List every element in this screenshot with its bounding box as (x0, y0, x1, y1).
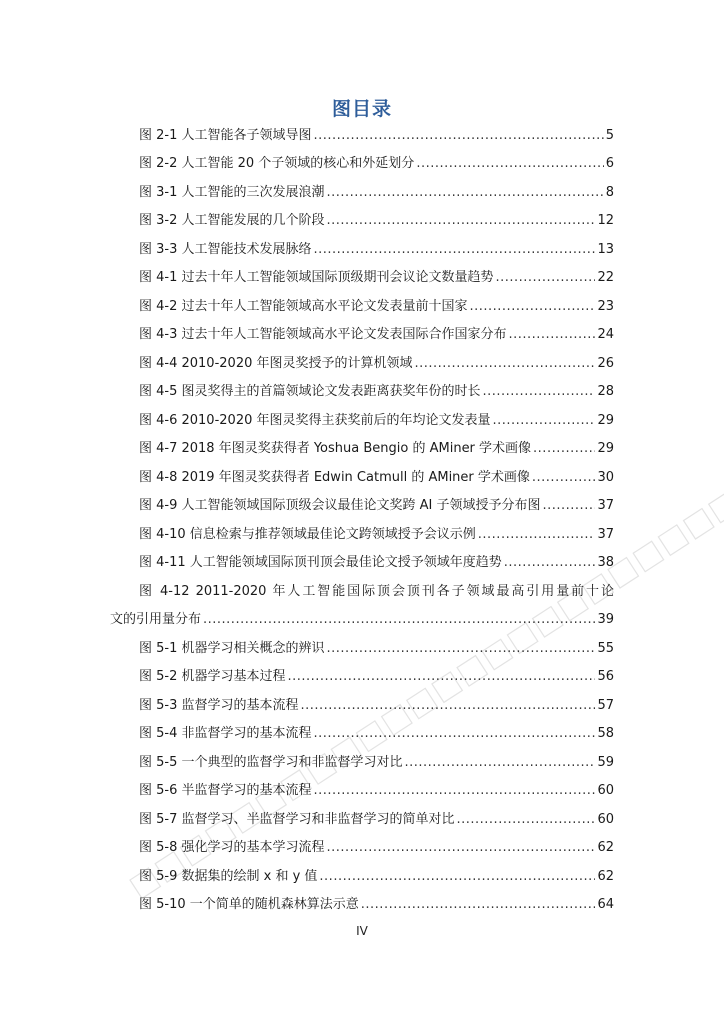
entry-page: 37 (597, 527, 614, 542)
dot-leader (361, 893, 596, 917)
toc-entry[interactable] (0, 181, 724, 205)
entry-page: 26 (597, 356, 614, 371)
entry-label: 图 5-4 非监督学习的基本流程 (139, 726, 312, 741)
entry-label: 图 4-11 人工智能领域国际顶刊顶会最佳论文授予领域年度趋势 (139, 555, 502, 570)
entry-page: 24 (597, 327, 614, 342)
dot-leader (496, 266, 596, 290)
page-title: 图目录 (331, 98, 392, 120)
dot-leader (470, 295, 596, 319)
toc-entry[interactable] (0, 352, 724, 376)
toc-entry[interactable] (0, 637, 724, 661)
entry-label: 图 5-10 一个简单的随机森林算法示意 (139, 897, 359, 912)
toc-entry[interactable] (0, 779, 724, 803)
toc-entry-wrapped-line2[interactable] (0, 608, 724, 632)
entry-label: 图 4-1 过去十年人工智能领域国际顶级期刊会议论文数量趋势 (139, 270, 494, 285)
toc-entry[interactable] (0, 437, 724, 461)
dot-leader (314, 779, 596, 803)
entry-label: 图 3-2 人工智能发展的几个阶段 (139, 213, 325, 228)
entry-label: 图 5-2 机器学习基本过程 (139, 669, 286, 684)
entry-page: 38 (597, 555, 614, 570)
entry-label: 图 5-9 数据集的绘制 x 和 y 值 (139, 869, 318, 884)
entry-page: 29 (597, 441, 614, 456)
dot-leader (533, 437, 595, 461)
toc-entry[interactable] (0, 409, 724, 433)
entry-page: 23 (597, 299, 614, 314)
toc-entry[interactable] (0, 694, 724, 718)
toc-entry[interactable] (0, 722, 724, 746)
entry-label: 图 5-5 一个典型的监督学习和非监督学习对比 (139, 755, 403, 770)
entry-page: 56 (597, 669, 614, 684)
page-number-footer: IV (356, 924, 368, 938)
entry-label: 图 4-5 图灵奖得主的首篇领域论文发表距离获奖年份的时长 (139, 384, 481, 399)
entry-page: 8 (605, 185, 614, 200)
entry-label: 图 4-4 2010-2020 年图灵奖授予的计算机领域 (139, 356, 413, 371)
dot-leader (314, 238, 596, 262)
dot-leader (483, 380, 596, 404)
toc-entry[interactable] (0, 551, 724, 575)
entry-label: 图 4-12 2011-2020 年人工智能国际顶会顶刊各子领域最高引用量前十论 (139, 584, 614, 599)
entry-label: 图 2-2 人工智能 20 个子领域的核心和外延划分 (139, 156, 415, 171)
toc-entry[interactable] (0, 466, 724, 490)
dot-leader (493, 409, 596, 433)
entry-label: 图 4-6 2010-2020 年图灵奖得主获奖前后的年均论文发表量 (139, 413, 491, 428)
entry-label: 图 4-10 信息检索与推荐领域最佳论文跨领域授予会议示例 (139, 527, 476, 542)
toc-entry[interactable] (0, 323, 724, 347)
entry-page: 37 (597, 498, 614, 513)
entry-page: 60 (597, 812, 614, 827)
dot-leader (314, 124, 604, 148)
entry-label: 图 5-7 监督学习、半监督学习和非监督学习的简单对比 (139, 812, 455, 827)
toc-entry[interactable] (0, 665, 724, 689)
dot-leader (405, 751, 596, 775)
toc-entry[interactable] (0, 836, 724, 860)
toc-entry[interactable] (0, 238, 724, 262)
dot-leader (314, 722, 596, 746)
toc-entry[interactable] (0, 865, 724, 889)
entry-label: 图 5-1 机器学习相关概念的辨识 (139, 641, 325, 656)
entry-page: 62 (597, 840, 614, 855)
dot-leader (301, 694, 596, 718)
toc-entry[interactable] (0, 124, 724, 148)
entry-label: 图 3-3 人工智能技术发展脉络 (139, 242, 312, 257)
entry-page: 30 (597, 470, 614, 485)
entry-label: 图 4-7 2018 年图灵奖获得者 Yoshua Bengio 的 AMiner 学术画像 (139, 441, 532, 456)
dot-leader (327, 209, 596, 233)
entry-label: 图 5-6 半监督学习的基本流程 (139, 783, 312, 798)
entry-label: 图 2-1 人工智能各子领域导图 (139, 128, 312, 143)
dot-leader (415, 352, 596, 376)
entry-page: 29 (597, 413, 614, 428)
dot-leader (504, 551, 596, 575)
toc-entry[interactable] (0, 380, 724, 404)
entry-label: 图 5-3 监督学习的基本流程 (139, 698, 299, 713)
entry-page: 13 (597, 242, 614, 257)
toc-entry[interactable] (0, 523, 724, 547)
entry-label: 图 4-9 人工智能领域国际顶级会议最佳论文奖跨 AI 子领域授予分布图 (139, 498, 541, 513)
dot-leader (509, 323, 596, 347)
entry-page: 60 (597, 783, 614, 798)
entry-page: 5 (605, 128, 614, 143)
entry-page: 59 (597, 755, 614, 770)
dot-leader (457, 808, 596, 832)
dot-leader (416, 152, 603, 176)
entry-label: 图 5-8 强化学习的基本学习流程 (139, 840, 325, 855)
entry-page: 64 (597, 897, 614, 912)
toc-entry-wrapped-line1[interactable] (0, 580, 724, 604)
entry-page: 58 (597, 726, 614, 741)
entry-label: 图 4-8 2019 年图灵奖获得者 Edwin Catmull 的 AMiner 学术画像 (139, 470, 530, 485)
entry-page: 28 (597, 384, 614, 399)
toc-entry[interactable] (0, 808, 724, 832)
entry-page: 57 (597, 698, 614, 713)
toc-entry[interactable] (0, 751, 724, 775)
toc-entry[interactable] (0, 209, 724, 233)
dot-leader (288, 665, 596, 689)
entry-page: 22 (597, 270, 614, 285)
dot-leader (327, 637, 596, 661)
dot-leader (543, 494, 596, 518)
dot-leader (327, 181, 604, 205)
dot-leader (327, 836, 596, 860)
entry-label: 图 4-2 过去十年人工智能领域高水平论文发表量前十国家 (139, 299, 468, 314)
entry-label: 图 3-1 人工智能的三次发展浪潮 (139, 185, 325, 200)
toc-entry[interactable] (0, 266, 724, 290)
entry-page: 12 (597, 213, 614, 228)
dot-leader (532, 466, 596, 490)
toc-entry[interactable] (0, 893, 724, 917)
entry-page: 6 (605, 156, 614, 171)
toc-entry[interactable] (0, 295, 724, 319)
toc-entry[interactable] (0, 152, 724, 176)
dot-leader (203, 608, 595, 632)
toc-entry[interactable] (0, 494, 724, 518)
dot-leader (478, 523, 596, 547)
entry-label-continued: 文的引用量分布 (110, 612, 202, 627)
entry-page: 39 (597, 612, 614, 627)
entry-page: 62 (597, 869, 614, 884)
dot-leader (319, 865, 595, 889)
entry-page: 55 (597, 641, 614, 656)
entry-label: 图 4-3 过去十年人工智能领域高水平论文发表国际合作国家分布 (139, 327, 507, 342)
